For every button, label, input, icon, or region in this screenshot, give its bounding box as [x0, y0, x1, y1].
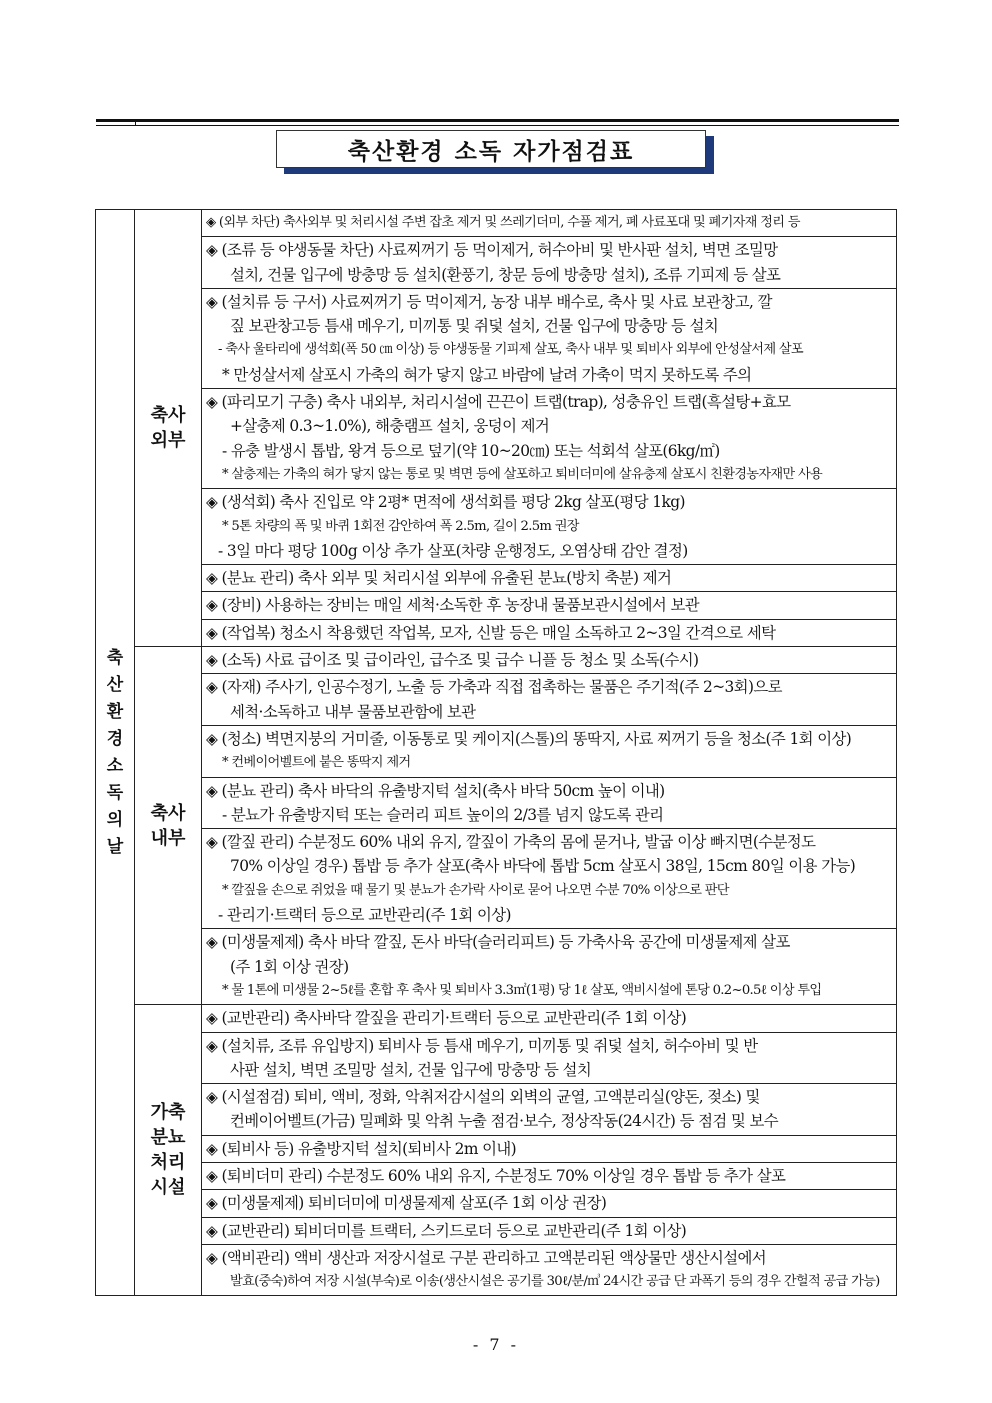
table-row — [96, 1190, 897, 1217]
table-row — [96, 725, 897, 777]
table-row — [96, 1162, 897, 1189]
header-rule-thin — [96, 125, 899, 126]
table-row — [96, 389, 897, 489]
section-category-cell — [135, 647, 202, 1005]
item-line: 70% 이상일 경우) 톱밥 등 추가 살포(축사 바닥에 톱밥 5cm 살포시 38일, 15cm 80일 이용 가능) — [230, 857, 856, 876]
item-line: ◈ (분뇨 관리) 축사 바닥의 유출방지턱 설치(축사 바닥 50cm 높이 이내) — [206, 781, 665, 800]
item-line: 사판 설치, 벽면 조밀망 설치, 건물 입구에 망충망 등 설치 — [230, 1060, 592, 1079]
section-category-label: 축사 외부 — [150, 405, 186, 452]
item-line: * 5톤 차량의 폭 및 바퀴 1회전 감안하여 폭 2.5m, 길이 2.5m 권장 — [222, 518, 579, 534]
item-line: ◈ (설치류, 조류 유입방지) 퇴비사 등 틈새 메우기, 미끼통 및 쥐덫 설치, 허수아비 및 반 — [206, 1036, 758, 1055]
item-line: 발효(중숙)하여 저장 시설(부숙)로 이송(생산시설은 공기를 30ℓ/분/㎥ 24시간 공급 단 과폭기 등의 경우 간헐적 공급 가능) — [230, 1274, 880, 1290]
table-row — [96, 592, 897, 619]
page-number: - 7 - — [472, 1335, 520, 1354]
item-line: ◈ (시설점검) 퇴비, 액비, 정화, 악취저감시설의 외벽의 균열, 고액분리실(양돈, 젖소) 및 — [206, 1088, 760, 1107]
item-line: ◈ (액비관리) 액비 생산과 저장시설로 구분 관리하고 고액분리된 액상물만 생산시설에서 — [206, 1248, 767, 1267]
checklist-item — [202, 1244, 897, 1296]
checklist-item — [202, 489, 897, 565]
item-line: ◈ (청소) 벽면지붕의 거미줄, 이동통로 및 케이지(스톨)의 똥딱지, 사료 찌꺼기 등을 청소(주 1회 이상) — [206, 729, 852, 748]
checklist-item — [202, 592, 897, 619]
item-line: ◈ (미생물제제) 축사 바닥 깔짚, 돈사 바닥(슬러리피트) 등 가축사육 공간에 미생물제제 살포 — [206, 933, 790, 952]
table-row — [96, 1135, 897, 1162]
checklist-item — [202, 725, 897, 777]
item-line: * 깔짚을 손으로 쥐었을 때 물기 및 분뇨가 손가락 사이로 묻어 나오면 수분 70% 이상으로 판단 — [222, 882, 729, 898]
checklist-item — [202, 237, 897, 289]
checklist-table — [95, 209, 897, 1296]
table-row — [96, 829, 897, 929]
section-category-label: 가축 분뇨 처리 시설 — [150, 1102, 186, 1199]
item-line: ◈ (분뇨 관리) 축사 외부 및 처리시설 외부에 유출된 분뇨(방치 축분) 제거 — [206, 569, 672, 588]
table-row — [96, 1244, 897, 1296]
item-line: ◈ (교반관리) 퇴비더미를 트랙터, 스키드로더 등으로 교반관리(주 1회 이상) — [206, 1221, 687, 1240]
checklist-item — [202, 647, 897, 674]
item-line: ◈ (퇴비더미 관리) 수분정도 60% 내외 유지, 수분정도 70% 이상일 경우 톱밥 등 추가 살포 — [206, 1166, 786, 1185]
checklist-item — [202, 1162, 897, 1189]
section-category-cell — [135, 210, 202, 647]
item-line: * 살충제는 가축의 혀가 닿지 않는 통로 및 벽면 등에 살포하고 퇴비더미에 살유충제 살포시 친환경농자재만 사용 — [222, 466, 823, 482]
header-rule — [96, 119, 899, 122]
table-row — [96, 929, 897, 1005]
table-row — [96, 1217, 897, 1244]
item-line: * 만성살서제 살포시 가축의 혀가 닿지 않고 바람에 날려 가축이 먹지 못하도록 주의 — [222, 365, 752, 384]
table-row — [96, 647, 897, 674]
checklist-item — [202, 1032, 897, 1084]
item-line: 짚 보관창고등 틈새 메우기, 미끼통 및 쥐덫 설치, 건물 입구에 망충망 등 설치 — [230, 317, 719, 336]
item-line: +살충제 0.3~1.0%), 해충램프 설치, 웅덩이 제거 — [230, 417, 550, 436]
checklist-item — [202, 619, 897, 646]
item-line: 설치, 건물 입구에 방충망 등 설치(환풍기, 창문 등에 방충망 설치), 조류 기피제 등 살포 — [230, 265, 781, 284]
item-line: ◈ (깔짚 관리) 수분정도 60% 내외 유지, 깔짚이 가축의 몸에 묻거나, 발굽 이상 빠지면(수분정도 — [206, 833, 816, 852]
main-category-label: 축산환경 소독의날 — [106, 647, 124, 857]
checklist-item — [202, 389, 897, 489]
item-line: - 분뇨가 유출방지턱 또는 슬러리 피트 높이의 2/3를 넘지 않도록 관리 — [222, 805, 664, 824]
checklist-item — [202, 777, 897, 829]
item-line: ◈ (교반관리) 축사바닥 깔짚을 관리기·트랙터 등으로 교반관리(주 1회 이상) — [206, 1009, 687, 1028]
table-row — [96, 237, 897, 289]
table-row — [96, 1005, 897, 1032]
section-category-label: 축사 내부 — [150, 802, 186, 849]
item-line: ◈ (소독) 사료 급이조 및 급이라인, 급수조 및 급수 니플 등 청소 및 소독(수시) — [206, 651, 699, 670]
item-line: - 유충 발생시 톱밥, 왕겨 등으로 덮기(약 10~20㎝) 또는 석회석 살포(6kg/㎡) — [222, 441, 720, 460]
item-line: ◈ (자재) 주사기, 인공수정기, 노출 등 가축과 직접 접촉하는 물품은 주기적(주 2~3회)으로 — [206, 678, 782, 697]
checklist-item — [202, 1217, 897, 1244]
checklist-item — [202, 674, 897, 726]
section-category-cell — [135, 1005, 202, 1296]
item-line: ◈ (작업복) 청소시 착용했던 작업복, 모자, 신발 등은 매일 소독하고 2~3일 간격으로 세탁 — [206, 623, 776, 642]
item-line: * 컨베이어벨트에 붙은 똥딱지 제거 — [222, 755, 411, 771]
page-title: 축산환경 소독 자가점검표 — [276, 130, 706, 168]
item-line: ◈ (미생물제제) 퇴비더미에 미생물제제 살포(주 1회 이상 권장) — [206, 1194, 607, 1213]
checklist-item — [202, 1135, 897, 1162]
item-line: ◈ (파리모기 구충) 축사 내외부, 처리시설에 끈끈이 트랩(trap), 성충유인 트랩(흑설탕+효모 — [206, 393, 791, 412]
table-row — [96, 489, 897, 565]
item-line: ◈ (장비) 사용하는 장비는 매일 세척·소독한 후 농장내 물품보관시설에서 보관 — [206, 596, 699, 615]
item-line: 세척·소독하고 내부 물품보관함에 보관 — [230, 702, 476, 721]
item-line: ◈ (외부 차단) 축사외부 및 처리시설 주변 잡초 제거 및 쓰레기더미, 수풀 제거, 폐 사료포대 및 폐기자재 정리 등 — [206, 215, 800, 230]
item-line: 컨베이어벨트(가금) 밀폐화 및 악취 누출 점검·보수, 정상작동(24시간) 등 점검 및 보수 — [230, 1112, 779, 1131]
table-row — [96, 777, 897, 829]
item-line: - 관리기·트랙터 등으로 교반관리(주 1회 이상) — [218, 906, 511, 925]
checklist-item — [202, 288, 897, 388]
table-row — [96, 288, 897, 388]
main-category-cell — [96, 210, 135, 1296]
header-rule-tick — [135, 119, 136, 126]
item-line: * 물 1톤에 미생물 2~5ℓ를 혼합 후 축사 및 퇴비사 3.3㎡(1평) 당 1ℓ 살포, 액비시설에 톤당 0.2~0.5ℓ 이상 투입 — [222, 982, 822, 998]
item-line: ◈ (퇴비사 등) 유출방지턱 설치(퇴비사 2m 이내) — [206, 1139, 517, 1158]
item-line: ◈ (생석회) 축사 진입로 약 2평* 면적에 생석회를 평당 2kg 살포(평당 1kg) — [206, 493, 685, 512]
checklist-item — [202, 1190, 897, 1217]
table-row — [96, 674, 897, 726]
item-line: ◈ (설치류 등 구서) 사료찌꺼기 등 먹이제거, 농장 내부 배수로, 축사 및 사료 보관창고, 깔 — [206, 292, 772, 311]
checklist-item — [202, 929, 897, 1005]
checklist-item — [202, 565, 897, 592]
checklist-item — [202, 210, 897, 237]
table-row — [96, 1084, 897, 1136]
table-row — [96, 565, 897, 592]
item-line: - 축사 울타리에 생석회(폭 50 ㎝ 이상) 등 야생동물 기피제 살포, 축사 내부 및 퇴비사 외부에 안성살서제 살포 — [218, 342, 803, 358]
table-row — [96, 619, 897, 646]
title-banner — [276, 130, 706, 168]
table-row — [96, 1032, 897, 1084]
item-line: (주 1회 이상 권장) — [230, 957, 349, 976]
checklist-item — [202, 829, 897, 929]
item-line: - 3일 마다 평당 100g 이상 추가 살포(차량 운행정도, 오염상태 감안 결정) — [218, 541, 688, 560]
checklist-item — [202, 1005, 897, 1032]
checklist-item — [202, 1084, 897, 1136]
item-line: ◈ (조류 등 야생동물 차단) 사료찌꺼기 등 먹이제거, 허수아비 및 반사판 설치, 벽면 조밀망 — [206, 241, 778, 260]
table-row — [96, 210, 897, 237]
